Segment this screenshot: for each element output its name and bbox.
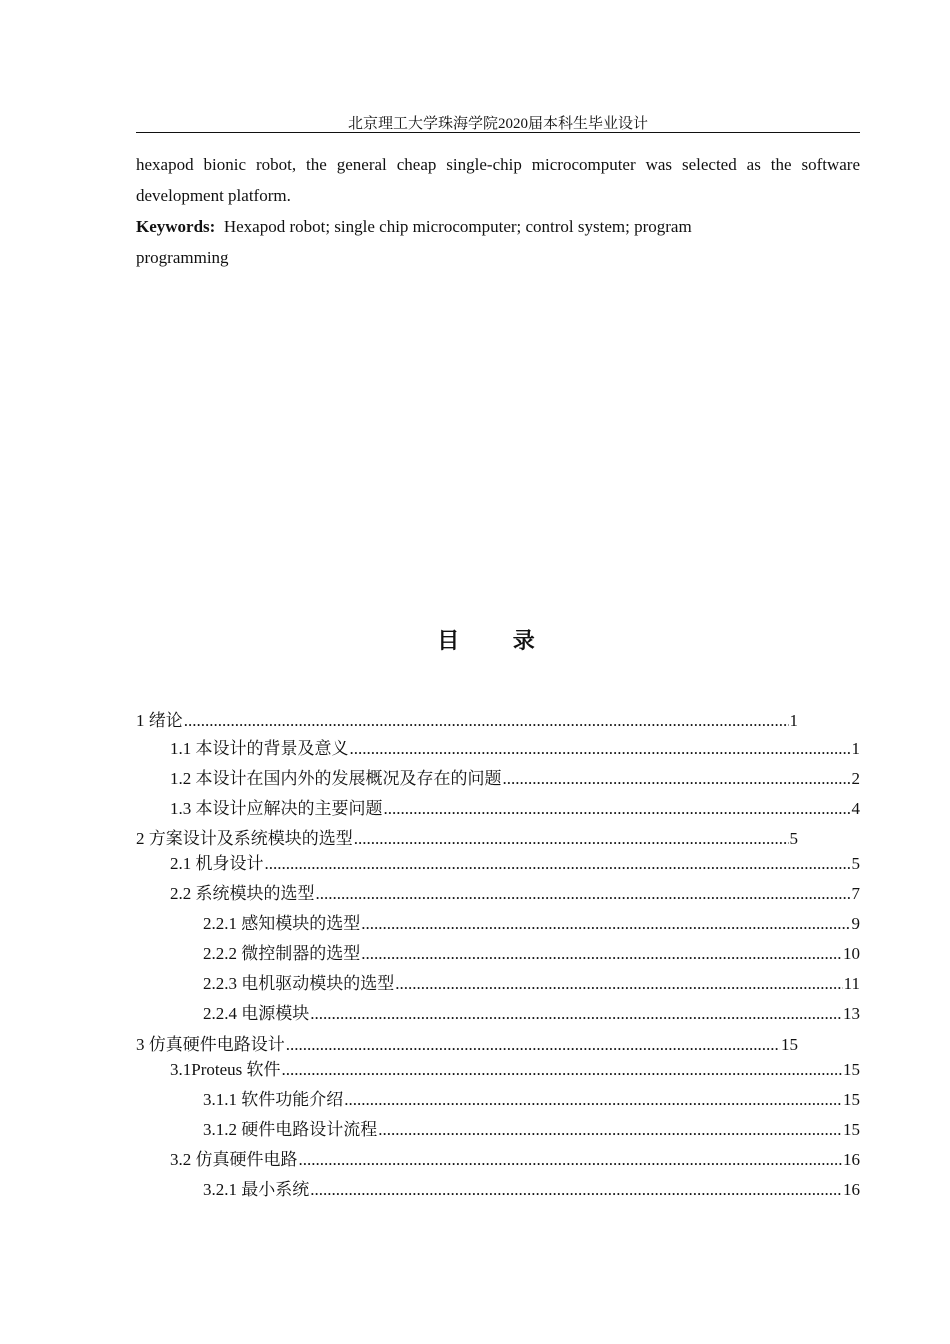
- toc-entry-label: 2 方案设计及系统模块的选型: [136, 829, 353, 848]
- toc-leader: [344, 1090, 842, 1110]
- toc-leader: [286, 1035, 780, 1055]
- toc-entry-page: 15: [843, 1090, 860, 1109]
- toc-entry-label: 3.1.2 硬件电路设计流程: [203, 1120, 378, 1139]
- toc-leader: [282, 1060, 843, 1080]
- toc-entry-page: 9: [851, 914, 860, 933]
- toc-leader: [503, 769, 851, 789]
- toc-entry-label: 1 绪论: [136, 711, 183, 730]
- keywords-label: Keywords:: [136, 217, 216, 236]
- page-header: 北京理工大学珠海学院2020届本科生毕业设计: [347, 116, 648, 132]
- keywords-continuation: programming: [136, 248, 229, 267]
- toc-entry-label: 1.3 本设计应解决的主要问题: [170, 799, 383, 818]
- toc-entry-label: 3.1.1 软件功能介绍: [203, 1090, 344, 1109]
- toc-entry[interactable]: [203, 1085, 860, 1109]
- toc-entry[interactable]: [170, 764, 860, 788]
- toc-entry-label: 3.1Proteus 软件: [170, 1060, 281, 1079]
- toc-leader: [354, 829, 789, 849]
- toc-entry-page: 1: [851, 739, 860, 758]
- toc-entry-label: 1.2 本设计在国内外的发展概况及存在的问题: [170, 769, 502, 788]
- toc-entry-page: 5: [851, 854, 860, 873]
- toc-entry-label: 2.2.4 电源模块: [203, 1004, 310, 1023]
- toc-entry-page: 2: [851, 769, 860, 788]
- toc-entry-label: 2.2.3 电机驱动模块的选型: [203, 974, 395, 993]
- toc-entry-page: 4: [851, 799, 860, 818]
- toc-entry-page: 1: [789, 711, 798, 730]
- toc-entry-label: 3.2.1 最小系统: [203, 1180, 310, 1199]
- toc-entry-page: 10: [843, 944, 860, 963]
- toc-entry-page: 11: [843, 974, 860, 993]
- toc-entry-page: 15: [843, 1060, 860, 1079]
- abstract-section: [136, 149, 860, 273]
- toc-entry[interactable]: [203, 1175, 860, 1199]
- toc-entry-label: 3 仿真硬件电路设计: [136, 1035, 285, 1054]
- toc-entry-label: 2.2.2 微控制器的选型: [203, 944, 361, 963]
- toc-entry-label: 2.2.1 感知模块的选型: [203, 914, 361, 933]
- toc-entry-page: 7: [851, 884, 860, 903]
- toc-entry[interactable]: [136, 824, 798, 848]
- toc-entry[interactable]: [136, 1030, 798, 1054]
- toc-leader: [378, 1120, 842, 1140]
- toc-entry-page: 15: [781, 1035, 798, 1054]
- keywords-line: [136, 211, 860, 242]
- toc-entry-label: 2.2 系统模块的选型: [170, 884, 315, 903]
- toc-entry[interactable]: [203, 969, 860, 993]
- toc-entry-page: 16: [843, 1150, 860, 1169]
- toc-leader: [265, 854, 851, 874]
- toc-entry[interactable]: [170, 879, 860, 903]
- toc-entry-page: 5: [789, 829, 798, 848]
- toc-entry[interactable]: [203, 1115, 860, 1139]
- toc-entry-page: 13: [843, 1004, 860, 1023]
- abstract-paragraph: hexapod bionic robot, the general cheap single-chip microcomputer was selected as the software development platform.: [136, 155, 860, 205]
- toc-title: 目 录: [437, 628, 559, 653]
- toc-leader: [361, 914, 850, 934]
- toc-entry-label: 3.2 仿真硬件电路: [170, 1150, 298, 1169]
- toc-entry-label: 1.1 本设计的背景及意义: [170, 739, 349, 758]
- toc-entry[interactable]: [136, 706, 798, 730]
- toc-leader: [299, 1150, 843, 1170]
- toc-entry[interactable]: [170, 1145, 860, 1169]
- toc-entry[interactable]: [203, 939, 860, 963]
- header-rule: [136, 132, 860, 133]
- toc-leader: [395, 974, 842, 994]
- toc-leader: [310, 1004, 842, 1024]
- toc-entry[interactable]: [170, 1055, 860, 1079]
- toc-entry[interactable]: [170, 734, 860, 758]
- toc-entry-label: 2.1 机身设计: [170, 854, 264, 873]
- toc-entry-page: 15: [843, 1120, 860, 1139]
- toc-entry[interactable]: [170, 849, 860, 873]
- toc-leader: [361, 944, 842, 964]
- toc-entry[interactable]: [203, 999, 860, 1023]
- toc-leader: [184, 711, 789, 731]
- toc-leader: [350, 739, 851, 759]
- toc-entry[interactable]: [203, 909, 860, 933]
- toc-entry[interactable]: [170, 794, 860, 818]
- toc-leader: [310, 1180, 842, 1200]
- toc-leader: [384, 799, 851, 819]
- toc-entry-page: 16: [843, 1180, 860, 1199]
- toc-leader: [316, 884, 851, 904]
- keywords-text: Hexapod robot; single chip microcomputer; control system; program: [223, 217, 692, 236]
